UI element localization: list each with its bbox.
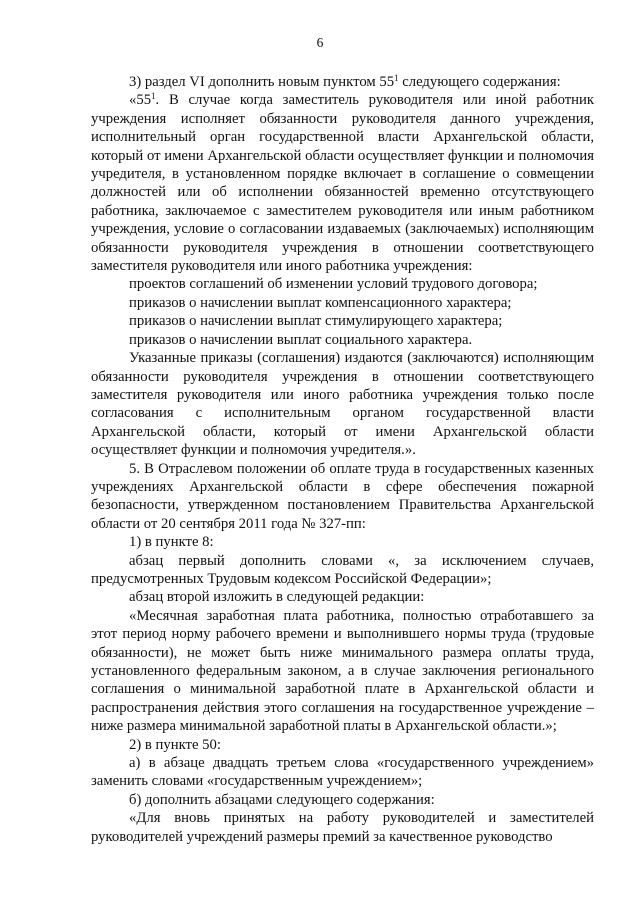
paragraph: приказов о начислении выплат компенсационного характера; xyxy=(129,294,512,311)
document-body xyxy=(91,73,594,846)
paragraph: 1) в пункте 8: xyxy=(129,534,214,551)
paragraph: б) дополнить абзацами следующего содержания: xyxy=(129,791,435,808)
paragraph: 2) в пункте 50: xyxy=(129,736,221,753)
superscript: 1 xyxy=(394,73,399,83)
paragraph: 5. В Отраслевом положении об оплате труда в государственных казенных учреждениях Архангельской области в сфере обеспечения пожарной безопасности, утвержденном постановлением Правительства Архангельской области от 20 сентября 2011 года № 327-пп: xyxy=(91,460,594,532)
paragraph: «$55^1$. В случае когда заместитель руководителя или иной работник учреждения исполняет обязанности руководителя данного учреждения, исполнительный орган государственной власти Архангельской области, который от имени Архангельской области осуществляет функции и полномочия учредителя, в установленном порядке включает в соглашение о совмещении должностей или об исполнении обязанностей временно отсутствующего работника, заключаемое с заместителем руководителя или иным работником учреждения, условие о согласовании издаваемых (заключаемых) исполняющим обязанности руководителя учреждения в отношении соответствующего заместителя руководителя или иного работника учреждения: xyxy=(91,91,594,275)
paragraph: проектов соглашений об изменении условий трудового договора; xyxy=(129,276,538,293)
superscript: 1 xyxy=(151,91,156,102)
paragraph: Указанные приказы (соглашения) издаются (заключаются) исполняющим обязанности руководителя учреждения в отношении соответствующего заместителя руководителя или иного работника учреждения только после согласования с исполнительным органом государственной власти Архангельской области, который от имени Архангельской области осуществляет функции и полномочия учредителя.». xyxy=(91,350,594,459)
paragraph: а) в абзаце двадцать третьем слова «государственного учреждением» заменить словами «государственным учреждением»; xyxy=(91,755,594,790)
paragraph: приказов о начислении выплат социального характера. xyxy=(129,331,473,348)
paragraph: абзац второй изложить в следующей редакции: xyxy=(129,589,425,606)
paragraph: 3) раздел VI дополнить новым пунктом $55^1$ следующего содержания: xyxy=(129,73,561,90)
paragraph: абзац первый дополнить словами «, за исключением случаев, предусмотренных Трудовым кодексом Российской Федерации»; xyxy=(91,552,594,587)
paragraph: «Месячная заработная плата работника, полностью отработавшего за этот период норму рабочего времени и выполнившего нормы труда (трудовые обязанности), не может быть ниже минимального размера оплаты труда, установленного федеральным законом, а в случае заключения регионального соглашения о минимальной заработной плате в Архангельской области и распространения действия этого соглашения на государственное учреждение – ниже размера минимальной заработной платы в Архангельской области.»; xyxy=(91,607,594,735)
paragraph: приказов о начислении выплат стимулирующего характера; xyxy=(129,313,503,330)
paragraph: «Для вновь принятых на работу руководителей и заместителей руководителей учреждений размеры премий за качественное руководство xyxy=(91,810,594,845)
page-number: 6 xyxy=(316,35,324,50)
